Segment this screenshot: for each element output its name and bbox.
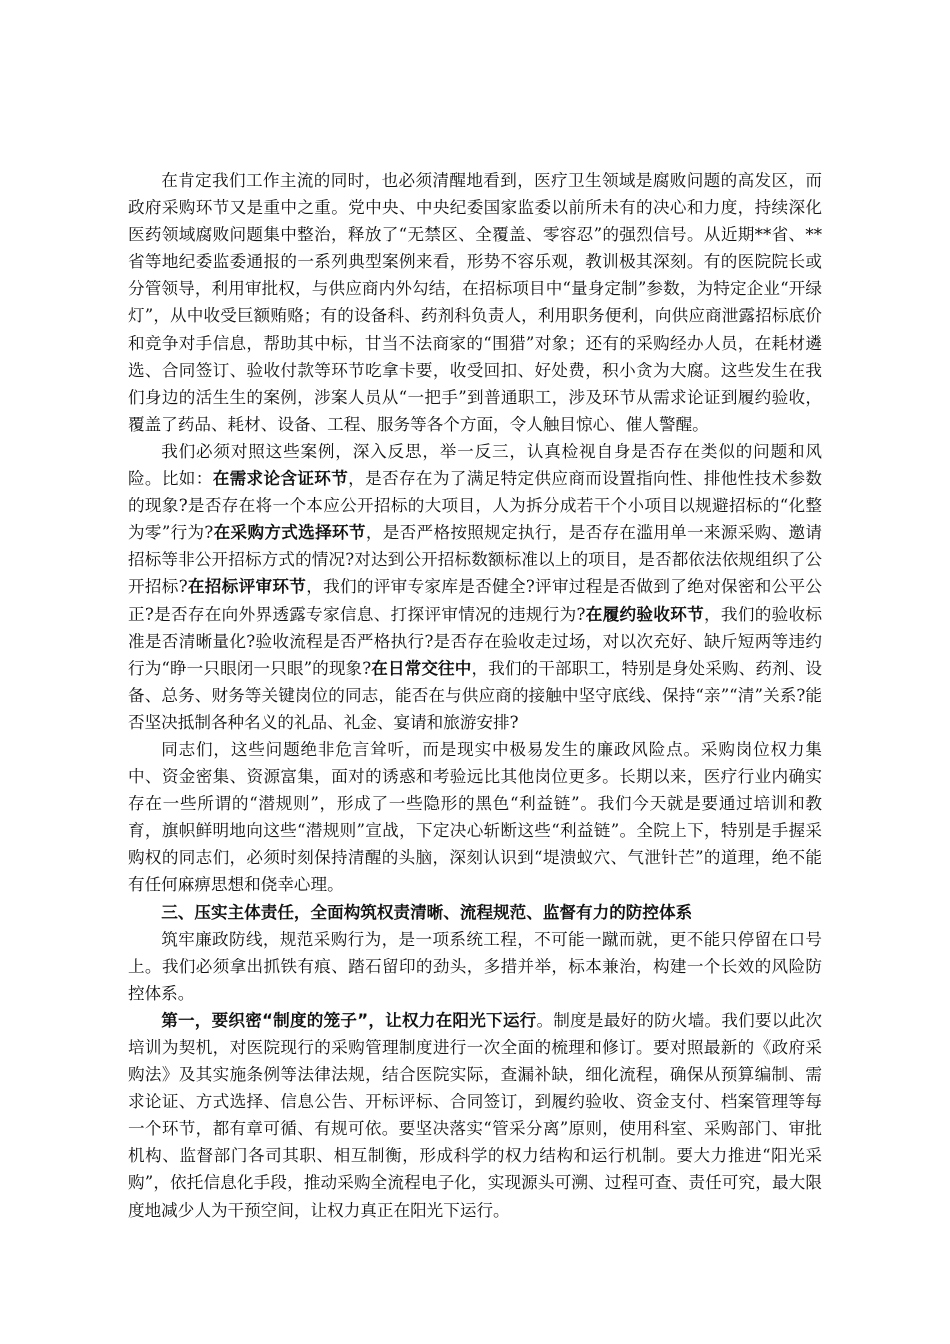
paragraph-risk-situation: 在肯定我们工作主流的同时，也必须清醒地看到，医疗卫生领域是腐败问题的高发区，而政府采购环节又是重中之重。党中央、中央纪委国家监委以前所未有的决心和力度，持续深化医药领域腐败问题集中整治，释放了“无禁区、全覆盖、零容忍”的强烈信号。从近期**省、**省等地纪委监委通报的一系列典型案例来看，形势不容乐观，教训极其深刻。有的医院院长或分管领导，利用审批权，与供应商内外勾结，在招标项目中“量身定制”参数，为特定企业“开绿灯”，从中收受巨额贿赂；有的设备科、药剂科负责人，利用职务便利，向供应商泄露招标底价和竞争对手信息，帮助其中标，甘当不法商家的“围猎”对象；还有的采购经办人员，在耗材遴选、合同签订、验收付款等环节吃拿卡要，收受回扣、好处费，积小贪为大腐。这些发生在我们身边的活生生的案例，涉案人员从“一把手”到普通职工，涉及环节从需求论证到履约验收，覆盖了药品、耗材、设备、工程、服务等各个方面，令人触目惊心、催人警醒。 <box>128 171 822 434</box>
bold-phrase-daily: 在日常交往中 <box>371 658 472 678</box>
paragraph-self-inspection <box>128 438 822 736</box>
text-run: ，我们的评审专家库是否健全?评审过程是否做到了绝对保密和公平公正?是否存在向外界透露专家信息、打探评审情况的违规行为? <box>128 577 822 624</box>
text-run: ，我们的验收标准是否清晰量化?验收流程是否严格执行?是否存在验收走过场，对以次充好、缺斤短两等违约行为“睁一只眼闭一只眼”的现象? <box>128 604 823 678</box>
document-body <box>128 167 822 1224</box>
bold-phrase-method: 在采购方式选择环节 <box>213 523 366 543</box>
paragraph-first-measure <box>128 1007 822 1224</box>
text-run: ，是否严格按照规定执行，是否存在滥用单一来源采购、邀请招标等非公开招标方式的情况?对达到公开招标数额标准以上的项目，是否都依法依规组织了公开招标? <box>128 523 822 597</box>
section-heading-3: 三、压实主体责任，全面构筑权责清晰、流程规范、监督有力的防控体系 <box>161 902 693 922</box>
text-run: ，是否存在为了满足特定供应商而设置指向性、排他性技术参数的现象?是否存在将一个本应公开招标的大项目，人为拆分成若干个小项目以规避招标的“化整为零”行为? <box>128 469 823 543</box>
text-run: ，我们的干部职工，特别是身处采购、药剂、设备、总务、财务等关键岗位的同志，能否在与供应商的接触中坚守底线、保持“亲”“清”关系?能否坚决抵制各种名义的礼品、礼金、宴请和旅游安排? <box>128 658 823 732</box>
text-run: 。制度是最好的防火墙。我们要以此次培训为契机，对医院现行的采购管理制度进行一次全面的梳理和修订。要对照最新的《政府采购法》及其实施条例等法律法规，结合医院实际，查漏补缺，细化流程，确保从预算编制、需求论证、方式选择、信息公告、开标评标、合同签订，到履约验收、资金支付、档案管理等每一个环节，都有章可循、有规可依。要坚决落实“管采分离”原则，使用科室、采购部门、审批机构、监督部门各司其职、相互制衡，形成科学的权力结构和运行机制。要大力推进“阳光采购”，依托信息化手段，推动采购全流程电子化，实现源头可溯、过程可查、责任可究，最大限度地减少人为干预空间，让权力真正在阳光下运行。 <box>128 1010 823 1220</box>
text-run: 我们必须对照这些案例，深入反思，举一反三，认真检视自身是否存在类似的问题和风险。比如： <box>128 441 822 489</box>
bold-phrase-acceptance: 在履约验收环节 <box>585 604 705 624</box>
paragraph-warning: 同志们，这些问题绝非危言耸听，而是现实中极易发生的廉政风险点。采购岗位权力集中、资金密集、资源富集，面对的诱惑和考验远比其他岗位更多。长期以来，医疗行业内确实存在一些所谓的“潜规则”，形成了一些隐形的黑色“利益链”。我们今天就是要通过培训和教育，旗帜鲜明地向这些“潜规则”宣战，下定决心斩断这些“利益链”。全院上下，特别是手握采购权的同志们，必须时刻保持清醒的头脑，深刻认识到“堤溃蚁穴、气泄针芒”的道理，绝不能有任何麻痹思想和侥幸心理。 <box>128 739 822 895</box>
paragraph-system-intro: 筑牢廉政防线，规范采购行为，是一项系统工程，不可能一蹴而就，更不能只停留在口号上。我们必须拿出抓铁有痕、踏石留印的劲头，多措并举，标本兼治，构建一个长效的风险防控体系。 <box>128 929 822 1003</box>
bold-phrase-demand: 在需求论含证环节 <box>212 469 349 489</box>
bold-phrase-first: 第一，要织密“制度的笼子”，让权力在阳光下运行 <box>161 1010 537 1030</box>
bold-phrase-evaluation: 在招标评审环节 <box>187 577 307 597</box>
